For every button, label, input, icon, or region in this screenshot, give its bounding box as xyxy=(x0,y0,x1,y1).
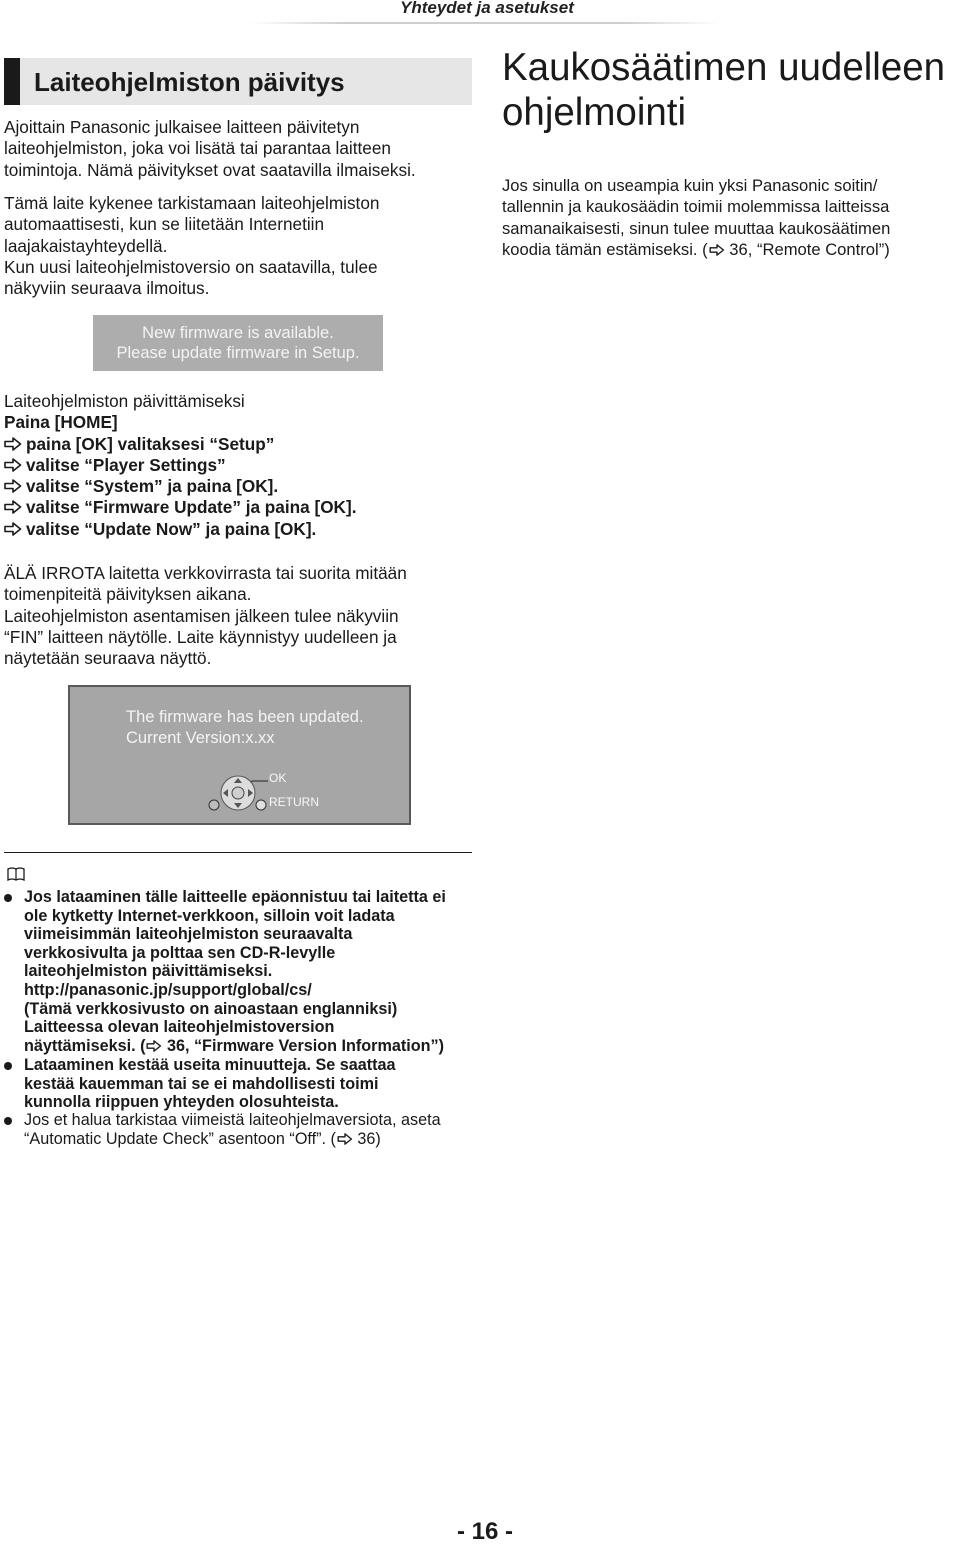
step-first: Paina [HOME] xyxy=(4,412,118,433)
update-steps xyxy=(4,391,356,540)
screen-text: Please update firmware in Setup. xyxy=(116,344,360,362)
warning-line: ÄLÄ IRROTA laitetta verkkovirrasta tai suorita mitään xyxy=(4,563,407,583)
note-line: kestää kauemman tai se ei mahdollisesti toimi xyxy=(24,1074,379,1093)
steps-intro: Laiteohjelmiston päivittämiseksi xyxy=(4,391,245,411)
arrow-icon xyxy=(146,1040,162,1052)
note-text: 36, “Firmware Version Information”) xyxy=(162,1036,445,1055)
page-number: - 16 - xyxy=(457,1518,514,1545)
auto-check-line: Tämä laite kykenee tarkistamaan laiteohjelmiston xyxy=(4,193,380,213)
step-text: valitse “Firmware Update” ja paina [OK]. xyxy=(26,497,357,518)
arrow-icon xyxy=(709,244,725,256)
step-item xyxy=(4,476,356,497)
arrow-icon xyxy=(4,522,22,536)
right-body xyxy=(502,175,890,260)
warning-line: näytetään seuraava näyttö. xyxy=(4,648,212,669)
title-line: Kaukosäätimen uudelleen xyxy=(502,46,946,89)
note-text: näyttämiseksi. ( xyxy=(24,1036,146,1055)
auto-check-line: Kun uusi laiteohjelmistoversio on saatavilla, tulee xyxy=(4,256,378,277)
auto-check-line: automaattisesti, kun se liitetään Internetiin xyxy=(4,214,325,235)
note-2 xyxy=(24,1056,396,1112)
return-label: RETURN xyxy=(269,795,319,809)
arrow-icon xyxy=(4,500,22,514)
notes-divider xyxy=(4,852,472,853)
intro-paragraph xyxy=(4,117,416,181)
step-text: valitse “Player Settings” xyxy=(26,454,226,475)
right-section-title xyxy=(502,45,945,135)
screen-text: Current Version:x.xx xyxy=(126,729,275,747)
note-line: verkkosivulta ja polttaa sen CD-R-levylle xyxy=(24,943,336,962)
intro-line: laiteohjelmiston, joka voi lisätä tai parantaa laitteen xyxy=(4,138,391,159)
arrow-icon xyxy=(4,479,22,493)
note-line: laiteohjelmiston päivittämiseksi. xyxy=(24,962,273,981)
arrow-icon xyxy=(4,437,22,451)
remote-dpad-icon xyxy=(202,767,276,813)
body-line xyxy=(502,239,890,260)
book-icon xyxy=(6,866,26,882)
screen-message xyxy=(126,707,364,749)
header-rule xyxy=(250,22,720,24)
firmware-updated-screen xyxy=(68,685,411,825)
bullet-icon xyxy=(4,1062,12,1070)
note-1 xyxy=(24,888,446,1055)
intro-line: toimintoja. Nämä päivitykset ovat saatavilla ilmaiseksi. xyxy=(4,159,416,180)
note-3 xyxy=(24,1111,441,1148)
title-line: ohjelmointi xyxy=(502,91,687,134)
section-title-bar xyxy=(4,58,472,105)
note-text: “Automatic Update Check” asentoon “Off”. ( xyxy=(24,1129,336,1148)
body-text: 36, “Remote Control”) xyxy=(724,239,890,259)
step-item xyxy=(4,519,356,540)
note-line: Lataaminen kestää useita minuutteja. Se saattaa xyxy=(24,1056,396,1074)
note-text: 36) xyxy=(352,1129,381,1148)
warning-line: toimenpiteitä päivityksen aikana. xyxy=(4,584,252,605)
screen-text: The firmware has been updated. xyxy=(126,708,364,726)
note-line: viimeisimmän laiteohjelmiston seuraavalta xyxy=(24,925,353,944)
note-line: ole kytketty Internet-verkkoon, silloin voit ladata xyxy=(24,906,395,925)
note-line: Jos et halua tarkistaa viimeistä laiteohjelmaversiota, aseta xyxy=(24,1111,441,1129)
warning-line: “FIN” laitteen näytölle. Laite käynnistyy uudelleen ja xyxy=(4,626,397,647)
step-text: paina [OK] valitaksesi “Setup” xyxy=(26,433,275,454)
section-header: Yhteydet ja asetukset xyxy=(400,0,574,17)
note-line: Laitteessa olevan laiteohjelmistoversion xyxy=(24,1018,335,1037)
ok-label: OK xyxy=(269,771,287,785)
auto-check-line: näkyviin seuraava ilmoitus. xyxy=(4,278,210,299)
step-text: valitse “Update Now” ja paina [OK]. xyxy=(26,518,317,539)
note-line: kunnolla riippuen yhteyden olosuhteista. xyxy=(24,1093,339,1112)
section-title: Laiteohjelmiston päivitys xyxy=(34,67,345,97)
firmware-notice-screen xyxy=(93,315,383,371)
note-line xyxy=(24,1130,441,1149)
arrow-icon xyxy=(337,1133,353,1145)
note-line: Jos lataaminen tälle laitteelle epäonnistuu tai laitetta ei xyxy=(24,888,446,906)
step-item xyxy=(4,497,356,518)
note-line: (Tämä verkkosivusto on ainoastaan englanniksi) xyxy=(24,999,398,1018)
body-line: tallennin ja kaukosäädin toimii molemmissa laitteissa xyxy=(502,197,890,217)
screen-text: New firmware is available. xyxy=(142,324,334,342)
bullet-icon xyxy=(4,1117,12,1125)
body-line: Jos sinulla on useampia kuin yksi Panasonic soitin/ xyxy=(502,176,878,195)
intro-line: Ajoittain Panasonic julkaisee laitteen päivitetyn xyxy=(4,117,360,137)
body-line: samanaikaisesti, sinun tulee muuttaa kaukosäätimen xyxy=(502,218,891,238)
step-item xyxy=(4,455,356,476)
note-url[interactable]: http://panasonic.jp/support/global/cs/ xyxy=(24,980,312,999)
title-marker xyxy=(4,58,20,105)
warning-paragraph xyxy=(4,563,407,669)
step-text: valitse “System” ja paina [OK]. xyxy=(26,476,279,497)
bullet-icon xyxy=(4,894,12,902)
auto-check-line: laajakaistayhteydellä. xyxy=(4,235,168,256)
note-line xyxy=(24,1037,446,1056)
warning-line: Laiteohjelmiston asentamisen jälkeen tulee näkyviin xyxy=(4,605,399,626)
step-item xyxy=(4,434,356,455)
arrow-icon xyxy=(4,458,22,472)
body-text: koodia tämän estämiseksi. ( xyxy=(502,239,708,259)
auto-check-paragraph xyxy=(4,193,379,299)
